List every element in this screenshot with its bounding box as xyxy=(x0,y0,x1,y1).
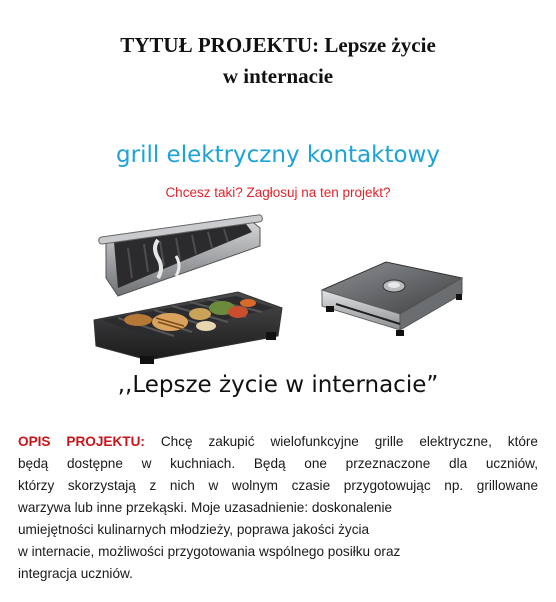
project-title xyxy=(0,30,556,92)
project-title-line-2: w internacie xyxy=(222,64,334,88)
description-line-7: integracja uczniów. xyxy=(18,566,133,581)
project-title-line-1: TYTUŁ PROJEKTU: Lepsze życie xyxy=(120,33,436,57)
project-description xyxy=(18,431,538,585)
vote-prompt: Chcesz taki? Zagłosuj na ten projekt? xyxy=(165,185,391,200)
description-label: OPIS PROJEKTU: xyxy=(18,434,145,449)
description-line-6: w internacie, możliwości przygotowania wspólnego posiłku oraz xyxy=(18,544,401,559)
description-line-3: którzy skorzystają z nich w wolnym czasie przygotowując np. grillowane xyxy=(18,478,538,493)
description-line-2: będą dostępne w kuchniach. Będą one przeznaczone dla uczniów, xyxy=(18,456,538,471)
description-line-1: OPIS PROJEKTU: Chcę zakupić wielofunkcyjne grille elektryczne, które xyxy=(18,434,538,449)
closed-grill-image xyxy=(316,248,466,348)
product-heading: grill elektryczny kontaktowy xyxy=(116,142,440,168)
project-motto: ,,Lepsze życie w internacie” xyxy=(117,372,439,398)
description-line-5: umiejętności kulinarnych młodzieży, poprawa jakości życia xyxy=(18,522,370,537)
open-grill-image xyxy=(88,208,288,368)
description-line-4: warzywa lub inne przekąski. Moje uzasadnienie: doskonalenie xyxy=(18,500,393,515)
